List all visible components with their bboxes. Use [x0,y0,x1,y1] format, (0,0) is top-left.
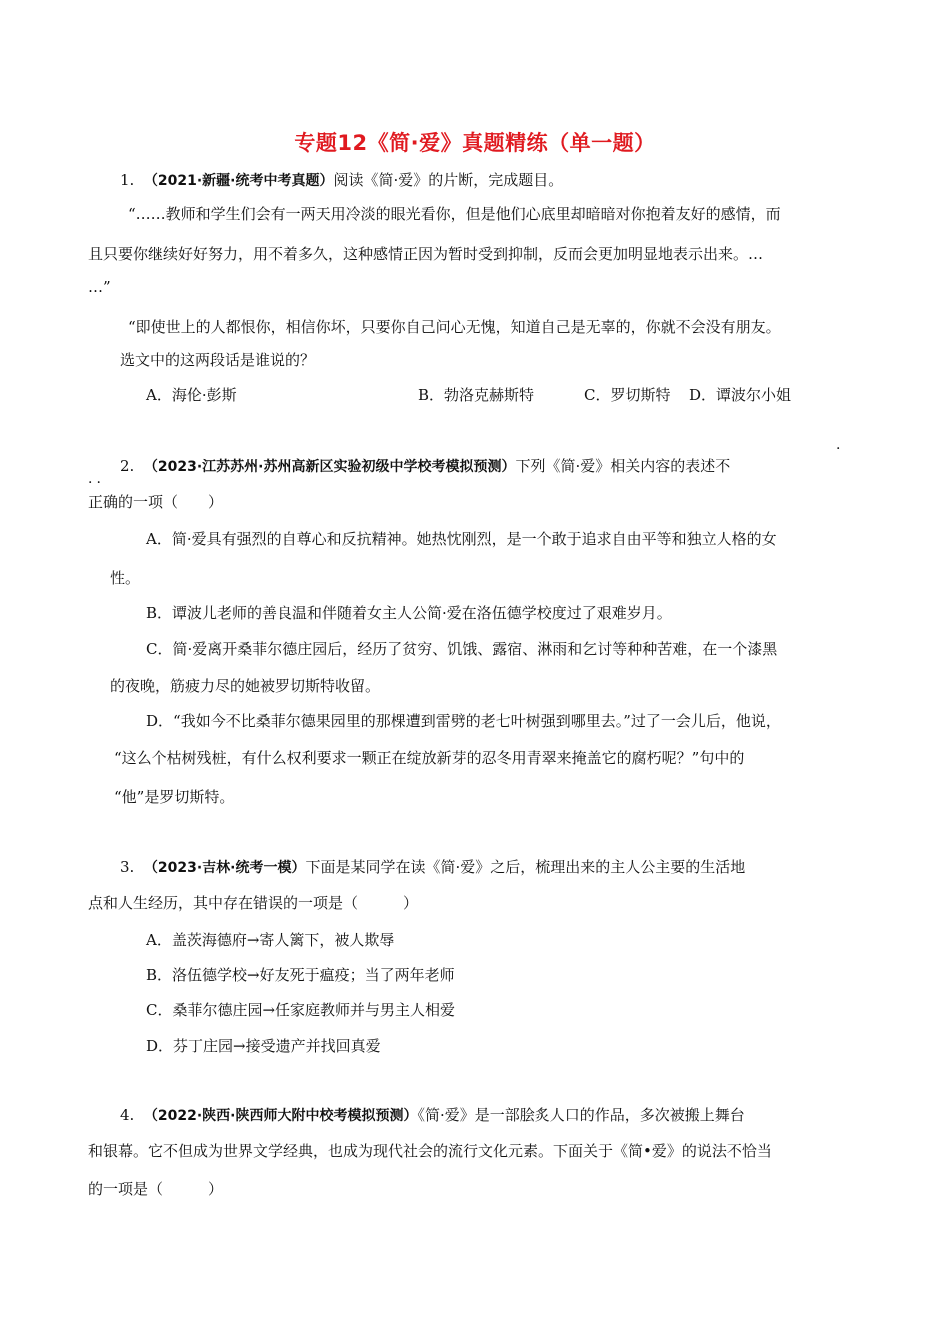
emphasis-dot: · [836,441,845,457]
option-d: D．谭波尔小姐 [689,386,792,404]
question-stem: 阅读《简·爱》的片断，完成题目。 [333,171,564,189]
quote-line: 且只要你继续好好努力，用不着多久，这种感情正因为暂时受到抑制，反而会更加明显地表示出来。… [88,245,764,263]
option-d: D．“我如今不比桑菲尔德果园里的那棵遭到雷劈的老七叶树强到哪里去。”过了一会儿后，他说， [146,712,781,730]
question-stem: 下列《简·爱》相关内容的表述不 [515,457,731,475]
option-d: D．芬丁庄园→接受遗产并找回真爱 [146,1037,381,1055]
question-number: 4. [120,1106,135,1124]
question-number: 3. [120,858,135,876]
question-number: 1. [120,171,135,189]
question-source: （2022·陕西·陕西师大附中校考模拟预测） [143,1108,418,1124]
option-c: C．桑菲尔德庄园→任家庭教师并与男主人相爱 [146,1001,456,1019]
option-d-cont: “这么个枯树残桩，有什么权利要求一颗正在绽放新芽的忍冬用青翠来掩盖它的腐朽呢？”句中的 [114,749,745,767]
question-stem: 正确的一项（ ） [88,493,224,511]
question-source: （2023·江苏苏州·苏州高新区实验初级中学校考模拟预测） [143,459,516,475]
emphasis-dots: ·· [88,475,105,491]
quote-line: “……教师和学生们会有一两天用冷淡的眼光看你，但是他们心底里却暗暗对你抱着友好的感情，而 [128,205,781,223]
question-3-header [120,856,745,879]
option-b: B．谭波儿老师的善良温和伴随着女主人公简·爱在洛伍德学校度过了艰难岁月。 [146,604,672,622]
question-2-header [120,455,730,478]
option-a-cont: 性。 [110,569,141,587]
question-number: 2. [120,457,135,475]
option-a: A．盖茨海德府→寄人篱下，被人欺辱 [146,931,395,949]
option-b: B．洛伍德学校→好友死于瘟疫；当了两年老师 [146,966,455,984]
quote-line: “即使世上的人都恨你，相信你坏，只要你自己问心无愧，知道自己是无辜的，你就不会没有朋友。 [128,318,781,336]
option-c: C．简·爱离开桑菲尔德庄园后，经历了贫穷、饥饿、露宿、淋雨和乞讨等种种苦难，在一个漆黑 [146,640,778,658]
question-source: （2023·吉林·统考一模） [143,860,306,876]
question-4-header [120,1104,745,1127]
option-d-cont: “他”是罗切斯特。 [114,788,235,806]
option-b: B．勃洛克赫斯特 [418,386,535,404]
question-stem: 的一项是（ ） [88,1180,224,1198]
question-stem: 和银幕。它不但成为世界文学经典，也成为现代社会的流行文化元素。下面关于《简•爱》的说法不恰当 [88,1142,772,1160]
option-c: C．罗切斯特 [584,386,671,404]
question-text: 选文中的这两段话是谁说的？ [120,351,316,369]
page-title: 专题12《简·爱》真题精练（单一题） [294,131,656,155]
option-a: A．简·爱具有强烈的自尊心和反抗精神。她热忱刚烈，是一个敢于追求自由平等和独立人格的女 [146,530,777,548]
question-stem: 《简·爱》是一部脍炙人口的作品，多次被搬上舞台 [417,1106,745,1124]
option-c-cont: 的夜晚，筋疲力尽的她被罗切斯特收留。 [110,677,381,695]
question-stem: 点和人生经历，其中存在错误的一项是（ ） [88,894,419,912]
question-1-header [120,169,563,192]
question-stem: 下面是某同学在读《简·爱》之后，梳理出来的主人公主要的生活地 [305,858,746,876]
option-a: A．海伦·彭斯 [146,386,237,404]
question-source: （2021·新疆·统考中考真题） [143,173,334,189]
quote-line: …” [88,278,111,296]
